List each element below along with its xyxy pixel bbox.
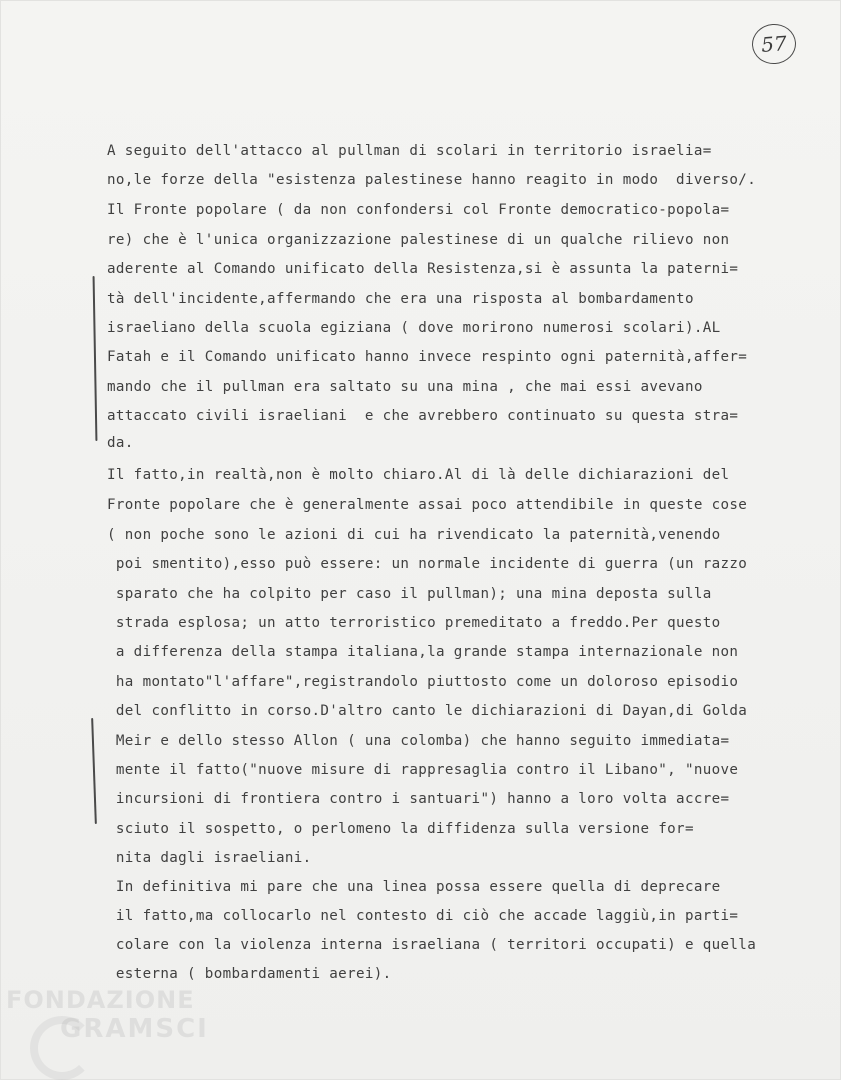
margin-mark [91,718,97,824]
text-line: attaccato civili israeliani e che avrebbero continuato su questa stra= [107,408,739,424]
text-line: no,le forze della "esistenza palestinese hanno reagito in modo diverso/. [107,172,757,188]
text-line: ha montato"l'affare",registrandolo piuttosto come un doloroso episodio [107,674,739,690]
text-line: esterna ( bombardamenti aerei). [107,966,392,982]
text-line: a differenza della stampa italiana,la grande stampa internazionale non [107,644,739,660]
text-line: poi smentito),esso può essere: un normale incidente di guerra (un razzo [107,556,748,572]
text-line: strada esplosa; un atto terroristico premeditato a freddo.Per questo [107,615,721,631]
text-line: Il Fronte popolare ( da non confondersi col Fronte democratico-popola= [107,202,730,218]
text-line: ( non poche sono le azioni di cui ha rivendicato la paternità,venendo [107,527,721,543]
page-number-circle [751,23,798,66]
text-line: sciuto il sospetto, o perlomeno la diffidenza sulla versione for= [107,821,694,837]
text-line: israeliano della scuola egiziana ( dove morirono numerosi scolari).AL [107,320,721,336]
text-line: In definitiva mi pare che una linea possa essere quella di deprecare [107,879,721,895]
watermark [6,988,209,1042]
text-line: Meir e dello stesso Allon ( una colomba) che hanno seguito immediata= [107,733,730,749]
text-line: Fatah e il Comando unificato hanno invece respinto ogni paternità,affer= [107,349,748,365]
text-line: colare con la violenza interna israeliana ( territori occupati) e quella [107,937,757,953]
text-line: nita dagli israeliani. [107,850,312,866]
text-line: tà dell'incidente,affermando che era una risposta al bombardamento [107,291,694,307]
watermark-line-2: GRAMSCI [60,1014,209,1044]
text-line: re) che è l'unica organizzazione palestinese di un qualche rilievo non [107,232,730,248]
text-line: del conflitto in corso.D'altro canto le dichiarazioni di Dayan,di Golda [107,703,748,719]
text-line: Il fatto,in realtà,non è molto chiaro.Al di là delle dichiarazioni del [107,467,730,483]
text-line: il fatto,ma collocarlo nel contesto di ciò che accade laggiù,in parti= [107,908,739,924]
watermark-line-1: FONDAZIONE [6,986,195,1014]
text-line: A seguito dell'attacco al pullman di scolari in territorio israelia= [107,143,712,159]
text-line: aderente al Comando unificato della Resistenza,si è assunta la paterni= [107,261,739,277]
text-line: mente il fatto("nuove misure di rappresaglia contro il Libano", "nuove [107,762,739,778]
margin-mark [93,276,98,441]
text-line: mando che il pullman era saltato su una mina , che mai essi avevano [107,379,703,395]
text-line: sparato che ha colpito per caso il pullman); una mina deposta sulla [107,586,712,602]
text-line: incursioni di frontiera contro i santuari") hanno a loro volta accre= [107,791,730,807]
text-line: Fronte popolare che è generalmente assai poco attendibile in queste cose [107,497,748,513]
text-line: da. [107,435,134,451]
page-number: 57 [760,31,788,57]
